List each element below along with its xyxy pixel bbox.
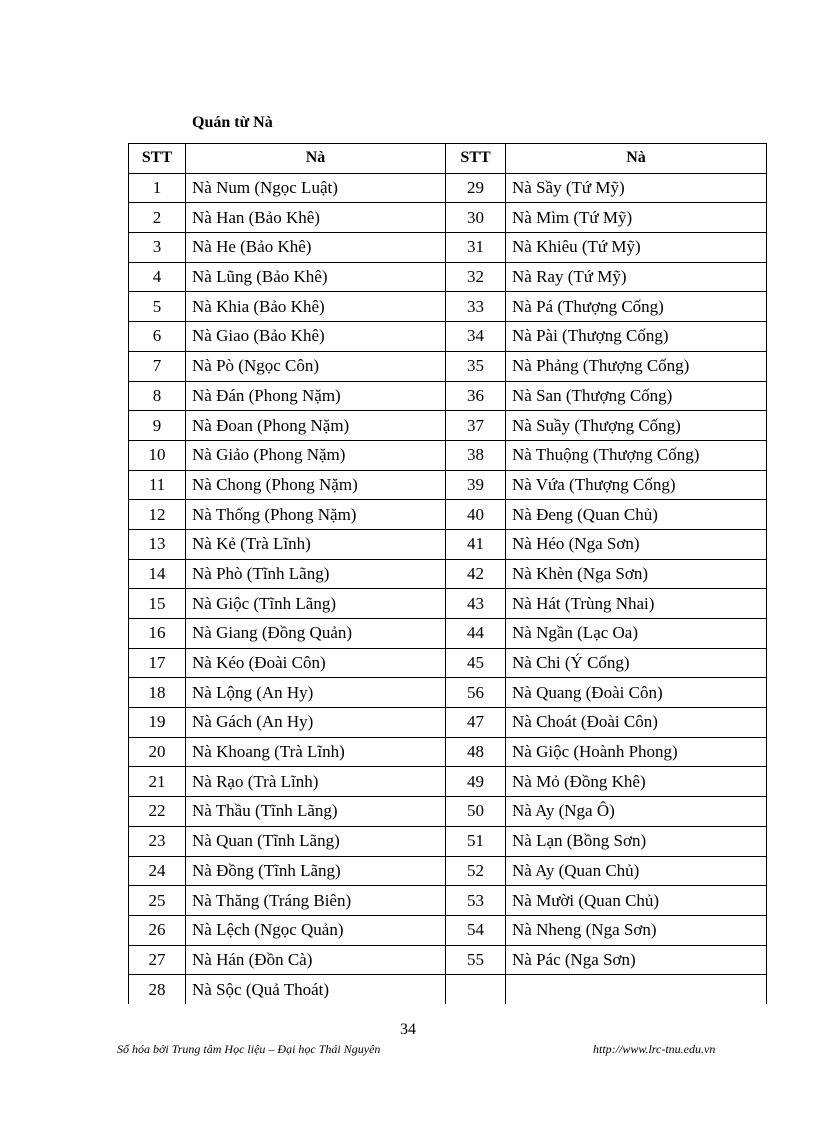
row-name: Nà Pác (Nga Sơn) [506,945,767,975]
row-stt: 28 [129,975,186,1005]
row-name: Nà Hát (Trùng Nhai) [506,589,767,619]
footer-url: http://www.lrc-tnu.edu.vn [593,1042,716,1056]
row-stt: 15 [129,589,186,619]
table-row [129,945,767,975]
row-name: Nà Choát (Đoài Côn) [506,708,767,738]
row-stt: 3 [129,233,186,263]
row-stt: 19 [129,708,186,738]
row-stt: 7 [129,351,186,381]
row-stt: 10 [129,440,186,470]
row-name: Nà Thăng (Tráng Biên) [186,886,446,916]
row-stt: 52 [446,856,506,886]
row-name: Nà Lũng (Bảo Khê) [186,262,446,292]
row-stt: 20 [129,737,186,767]
table-body [129,173,767,1004]
row-name: Nà Vứa (Thượng Cống) [506,470,767,500]
row-name: Nà Ngần (Lạc Oa) [506,619,767,649]
table-row [129,262,767,292]
table-row [129,886,767,916]
row-name: Nà Đồng (Tĩnh Lãng) [186,856,446,886]
row-stt: 56 [446,678,506,708]
row-name: Nà Héo (Nga Sơn) [506,529,767,559]
row-name: Nà Sầy (Tứ Mỹ) [506,173,767,203]
row-stt: 40 [446,500,506,530]
row-name: Nà Ay (Quan Chủ) [506,856,767,886]
row-stt: 12 [129,500,186,530]
row-stt: 26 [129,915,186,945]
table-row [129,173,767,203]
row-stt: 39 [446,470,506,500]
row-name: Nà Giao (Bảo Khê) [186,322,446,352]
row-stt: 29 [446,173,506,203]
row-stt: 22 [129,797,186,827]
row-name: Nà San (Thượng Cống) [506,381,767,411]
row-name: Nà Lệch (Ngọc Quản) [186,915,446,945]
table-row [129,411,767,441]
row-name: Nà Khiêu (Tứ Mỹ) [506,233,767,263]
row-name: Nà Rạo (Trà Lĩnh) [186,767,446,797]
row-name: Nà Giộc (Tĩnh Lãng) [186,589,446,619]
row-name: Nà Nheng (Nga Sơn) [506,915,767,945]
row-name: Nà Pá (Thượng Cống) [506,292,767,322]
row-name: Nà Kẻ (Trà Lĩnh) [186,529,446,559]
row-stt: 21 [129,767,186,797]
row-name: Nà Giảo (Phong Nặm) [186,440,446,470]
row-stt: 8 [129,381,186,411]
row-name: Nà Khoang (Trà Lĩnh) [186,737,446,767]
table-row [129,826,767,856]
row-stt: 35 [446,351,506,381]
table-row [129,440,767,470]
table-row [129,529,767,559]
row-stt: 9 [129,411,186,441]
row-stt: 41 [446,529,506,559]
row-stt: 50 [446,797,506,827]
row-name: Nà Quang (Đoài Côn) [506,678,767,708]
table-row [129,737,767,767]
table-row [129,500,767,530]
table-row [129,589,767,619]
row-name: Nà Giang (Đồng Quản) [186,619,446,649]
row-stt: 53 [446,886,506,916]
row-stt: 43 [446,589,506,619]
row-stt: 5 [129,292,186,322]
row-stt: 48 [446,737,506,767]
row-name: Nà Mỏ (Đồng Khê) [506,767,767,797]
row-name: Nà Mìm (Tứ Mỹ) [506,203,767,233]
table-heading: Quán từ Nà [192,114,273,131]
row-stt: 38 [446,440,506,470]
row-stt: 17 [129,648,186,678]
table-row [129,767,767,797]
table-row [129,470,767,500]
row-stt: 1 [129,173,186,203]
row-stt: 54 [446,915,506,945]
row-name: Nà Ray (Tứ Mỹ) [506,262,767,292]
table-row [129,856,767,886]
page-number: 34 [400,1021,416,1038]
row-stt: 55 [446,945,506,975]
row-name: Nà Ay (Nga Ô) [506,797,767,827]
row-name: Nà Đán (Phong Nặm) [186,381,446,411]
row-name: Nà Pò (Ngọc Côn) [186,351,446,381]
row-stt: 11 [129,470,186,500]
row-name: Nà Gách (An Hy) [186,708,446,738]
table-row [129,797,767,827]
table-row [129,233,767,263]
footer-source: Số hóa bởi Trung tâm Học liệu – Đại học Thái Nguyên [117,1042,381,1056]
row-name: Nà Hán (Đồn Cà) [186,945,446,975]
row-name: Nà Num (Ngọc Luật) [186,173,446,203]
row-name: Nà He (Bảo Khê) [186,233,446,263]
table-row [129,678,767,708]
table-row [129,351,767,381]
header-stt: STT [129,144,186,174]
table-row [129,915,767,945]
row-name: Nà Kéo (Đoài Côn) [186,648,446,678]
row-stt: 37 [446,411,506,441]
row-stt: 24 [129,856,186,886]
row-name: Nà Thuộng (Thượng Cống) [506,440,767,470]
row-name: Nà Chi (Ý Cống) [506,648,767,678]
row-name: Nà Lộng (An Hy) [186,678,446,708]
table-row [129,322,767,352]
row-name: Nà Khèn (Nga Sơn) [506,559,767,589]
row-name: Nà Thầu (Tĩnh Lãng) [186,797,446,827]
row-name: Nà Sộc (Quả Thoát) [186,975,446,1005]
row-name: Nà Khia (Bảo Khê) [186,292,446,322]
header-stt: STT [446,144,506,174]
row-stt: 45 [446,648,506,678]
row-stt: 13 [129,529,186,559]
row-stt: 4 [129,262,186,292]
table-row [129,559,767,589]
row-stt: 32 [446,262,506,292]
row-name: Nà Han (Bảo Khê) [186,203,446,233]
row-stt: 51 [446,826,506,856]
place-name-table [128,143,767,1004]
table-row [129,203,767,233]
row-name: Nà Đoan (Phong Nặm) [186,411,446,441]
header-name: Nà [506,144,767,174]
table-row [129,381,767,411]
row-name: Nà Chong (Phong Nặm) [186,470,446,500]
row-name: Nà Phò (Tĩnh Lãng) [186,559,446,589]
row-name: Nà Giộc (Hoành Phong) [506,737,767,767]
row-name: Nà Lạn (Bồng Sơn) [506,826,767,856]
row-stt: 30 [446,203,506,233]
row-name: Nà Thống (Phong Nặm) [186,500,446,530]
row-stt: 34 [446,322,506,352]
row-name: Nà Đeng (Quan Chủ) [506,500,767,530]
row-stt: 27 [129,945,186,975]
row-name [506,975,767,1005]
row-stt: 47 [446,708,506,738]
row-stt: 25 [129,886,186,916]
table-row [129,708,767,738]
row-stt: 2 [129,203,186,233]
row-stt: 36 [446,381,506,411]
table-row [129,292,767,322]
header-name: Nà [186,144,446,174]
row-stt: 33 [446,292,506,322]
row-stt: 42 [446,559,506,589]
table-row [129,648,767,678]
table-header-row [129,144,767,174]
row-name: Nà Quan (Tĩnh Lãng) [186,826,446,856]
table-row [129,975,767,1005]
row-name: Nà Suầy (Thượng Cống) [506,411,767,441]
row-stt: 44 [446,619,506,649]
row-stt: 31 [446,233,506,263]
row-stt: 14 [129,559,186,589]
row-stt [446,975,506,1005]
table-row [129,619,767,649]
row-name: Nà Phảng (Thượng Cống) [506,351,767,381]
row-stt: 6 [129,322,186,352]
row-stt: 49 [446,767,506,797]
row-stt: 16 [129,619,186,649]
row-stt: 23 [129,826,186,856]
row-name: Nà Mười (Quan Chủ) [506,886,767,916]
row-name: Nà Pài (Thượng Cống) [506,322,767,352]
row-stt: 18 [129,678,186,708]
